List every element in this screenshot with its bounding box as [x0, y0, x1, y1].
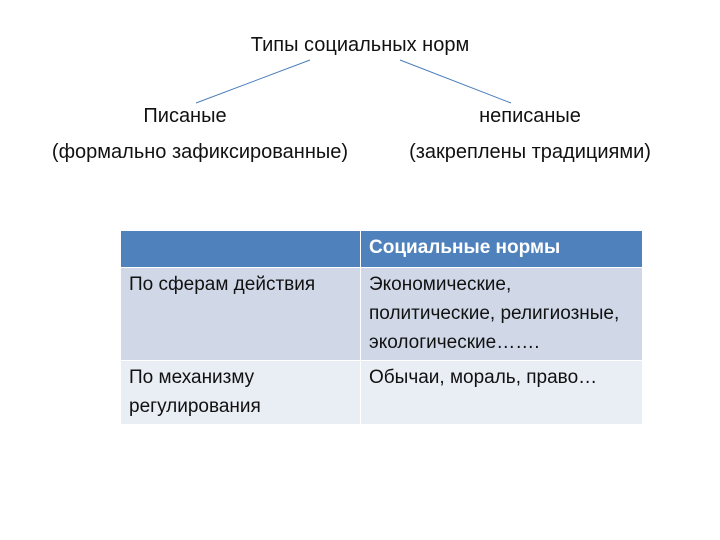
table-row-value: Экономические, политические, религиозные, экологические……. [361, 268, 643, 361]
table-header-cell-norms: Социальные нормы [361, 231, 643, 268]
branch-written-note: (формально зафиксированные) [51, 141, 349, 163]
branch-written-name: Писаные [143, 105, 227, 127]
connector-right [400, 60, 511, 103]
branch-unwritten-note: (закреплены традициями) [409, 141, 651, 163]
branch-unwritten [390, 98, 670, 170]
table-row [121, 361, 643, 425]
branch-unwritten-name: неписаные [479, 105, 581, 127]
social-norms-table [120, 230, 643, 425]
table-row-value: Обычаи, мораль, право… [361, 361, 643, 425]
table-row-label: По сферам действия [121, 268, 361, 361]
connector-left [196, 60, 310, 103]
table-row [121, 268, 643, 361]
diagram-title: Типы социальных норм [250, 34, 470, 56]
branch-written [30, 98, 370, 170]
table-header-row [121, 231, 643, 268]
table-row-label: По механизму регулирования [121, 361, 361, 425]
table-header-cell-empty [121, 231, 361, 268]
